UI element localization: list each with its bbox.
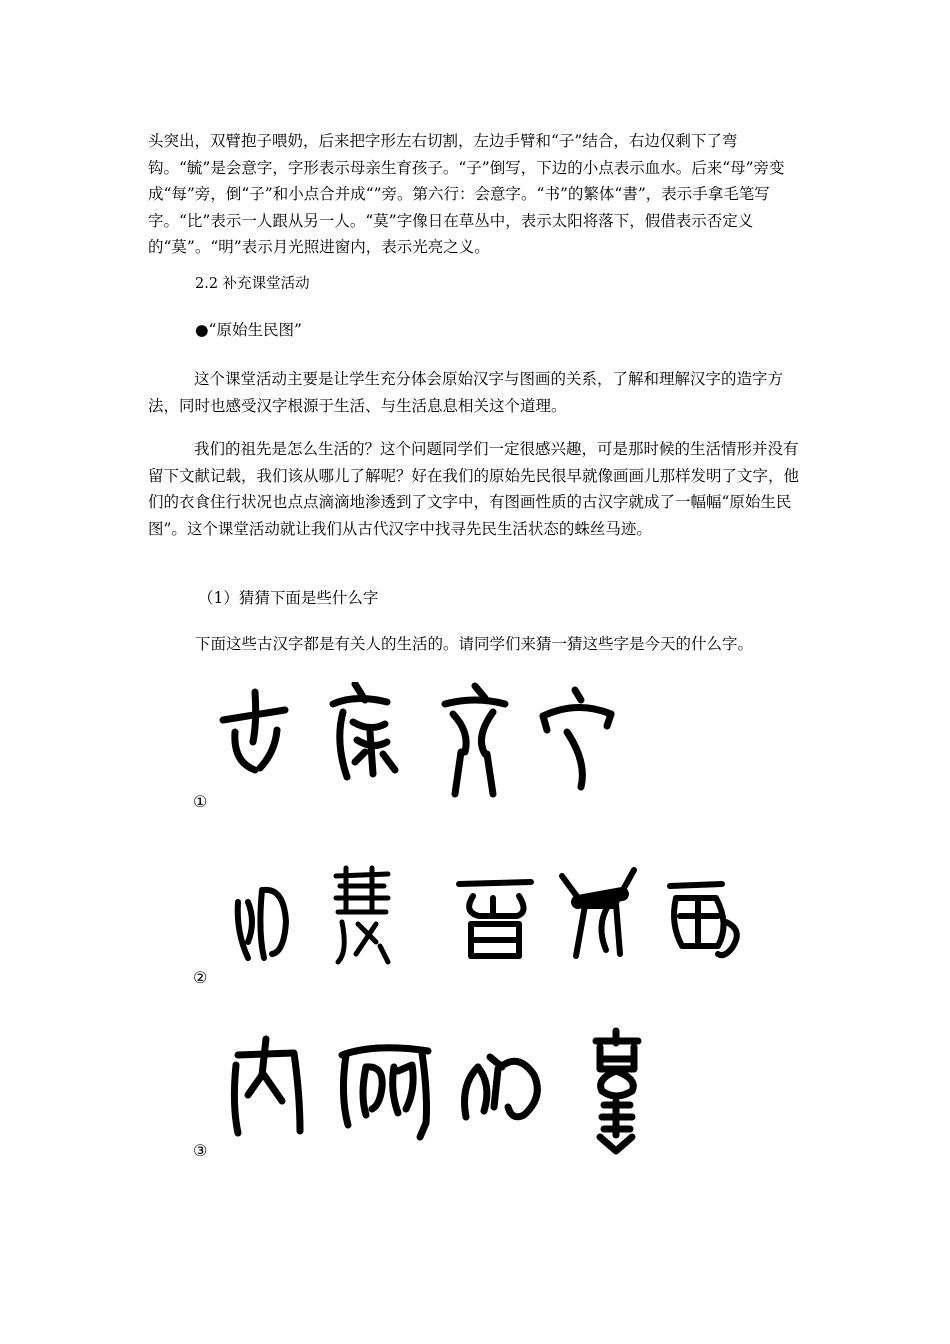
ancient-glyph — [336, 868, 388, 962]
group-marker-1: ① — [193, 792, 208, 811]
section-heading: 2.2 补充课堂活动 — [195, 276, 310, 292]
continuation-paragraph: 头突出，双臂抱子喂奶，后来把字形左右切割，左边手臂和“子”结合，右边仅剩下了弯钩。“毓”是会意字，字形表示母亲生育孩子。“子”倒写，下边的小点表示血水。后来“母”旁变成“每”旁，倒“子”和小点合并成“”旁。第六行：会意字。“书”的繁体“書”，表示手拿毛笔写字。“比”表示一人跟从另一人。“莫”字像日在草丛中，表示太阳将落下，假借表示否定义的“莫”。“明”表示月光照进窗内，表示光亮之义。 — [148, 132, 785, 256]
ancestors-paragraph: 我们的祖先是怎么生活的？这个问题同学们一定很感兴趣，可是那时候的生活情形并没有留下文献记载，我们该从哪儿了解呢？好在我们的原始先民很早就像画画儿那样发明了文字，他们的衣食住行状况也点点滴滴地渗透到了文字中，有图画性质的古汉字就成了一幅幅“原始生民图”。这个课堂活动就让我们从古代汉字中找寻先民生活状态的蛛丝马迹。 — [148, 440, 800, 538]
ancient-glyphs-row-3 — [228, 1025, 668, 1160]
ancient-glyph — [342, 1048, 428, 1137]
group-marker-3: ③ — [193, 1141, 208, 1160]
ancient-glyph — [445, 686, 505, 794]
activity-title: ●“原始生民图” — [195, 321, 302, 339]
ancient-glyph — [543, 690, 611, 787]
question-heading: （1）猜猜下面是些什么字 — [198, 589, 379, 607]
ancient-glyph — [670, 884, 737, 955]
ancient-glyph — [596, 1031, 638, 1151]
ancient-glyphs-row-1 — [215, 682, 635, 812]
ancient-glyphs-row-2 — [228, 862, 748, 972]
ancient-glyph — [223, 692, 285, 770]
ancient-glyph — [333, 684, 395, 777]
ancient-glyph — [459, 882, 531, 956]
ancient-glyph — [234, 1039, 300, 1133]
ancient-glyph — [238, 890, 286, 958]
question-description: 下面这些古汉字都是有关人的生活的。请同学们来猜一猜这些字是今天的什么字。 — [195, 635, 754, 653]
intro-paragraph: 这个课堂活动主要是让学生充分体会原始汉字与图画的关系，了解和理解汉字的造字方法，同时也感受汉字根源于生活、与生活息息相关这个道理。 — [148, 370, 784, 415]
ancient-glyph — [562, 870, 634, 956]
ancient-glyph — [465, 1057, 538, 1117]
group-marker-2: ② — [193, 968, 208, 987]
